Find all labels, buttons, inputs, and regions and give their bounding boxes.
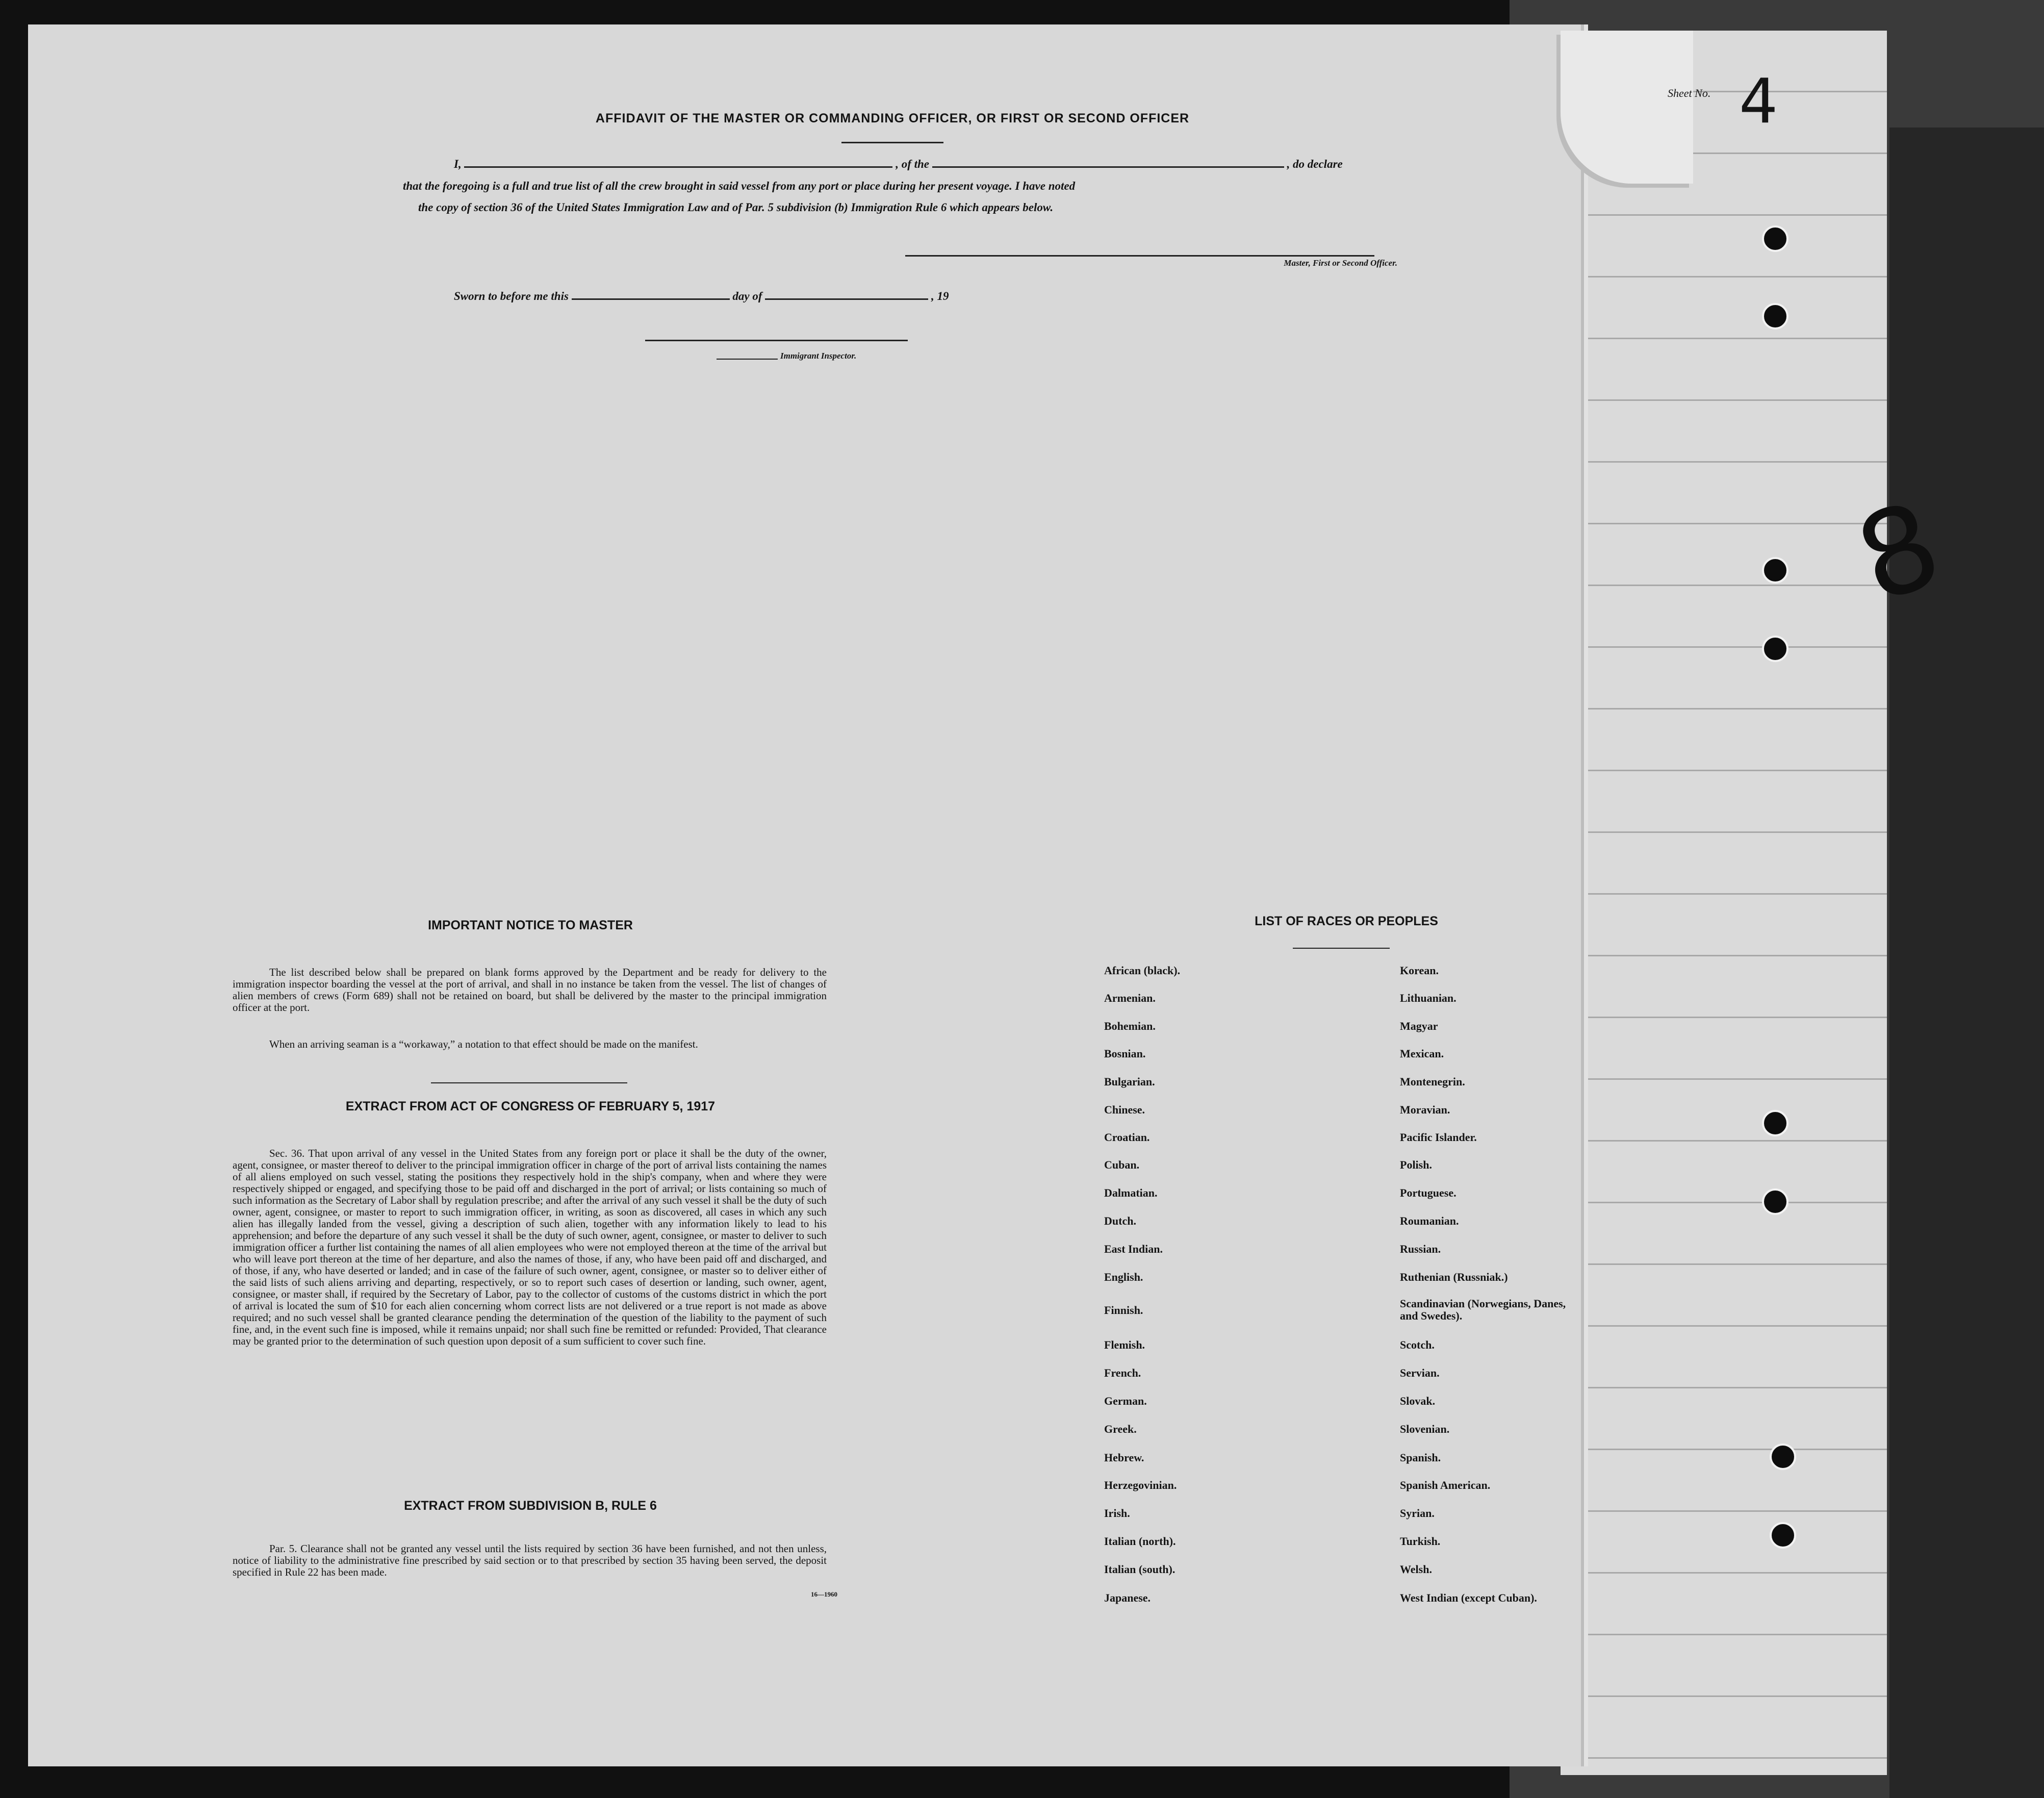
race-right-item: Spanish American. xyxy=(1400,1479,1491,1491)
race-left-item: Irish. xyxy=(1104,1507,1130,1520)
affidavit-title: AFFIDAVIT OF THE MASTER OR COMMANDING OFFICER, OR FIRST OR SECOND OFFICER xyxy=(595,111,1190,125)
race-left-item: African (black). xyxy=(1104,964,1181,977)
race-right-item: Roumanian. xyxy=(1400,1214,1459,1227)
race-right-item: West Indian (except Cuban). xyxy=(1400,1591,1537,1604)
race-right-item: Scotch. xyxy=(1400,1338,1435,1351)
punch-hole-icon xyxy=(1762,557,1789,584)
race-left-item: French. xyxy=(1104,1366,1141,1379)
race-left-item: Dalmatian. xyxy=(1104,1186,1158,1199)
race-right-item: Scandinavian (Norwegians, Danes, and Swedes). xyxy=(1400,1297,1566,1322)
notice-paragraph-2: When an arriving seaman is a “workaway,” a notation to that effect should be made on the manifest. xyxy=(269,1038,698,1050)
affidavit-line-3: the copy of section 36 of the United States Immigration Law and of Par. 5 subdivision (b) Immigration Rule 6 which appears below. xyxy=(418,201,1054,214)
race-left-item: East Indian. xyxy=(1104,1243,1163,1255)
race-left-item: Hebrew. xyxy=(1104,1451,1144,1464)
race-right-item: Spanish. xyxy=(1400,1451,1441,1464)
extract-act-text: Sec. 36. That upon arrival of any vessel in the United States from any foreign port or place it shall be the duty of the owner, agent, consignee, or master thereof to deliver to the principal immigration officer in charge of the port of arrival lists containing the names of all aliens employed on such vessel, stating the positions they respectively hold in the ship's company, when and where they were respectively shipped or engaged, and specifying those to be paid off and discharged in the port of arrival; or lists containing so much of such information as the Secretary of Labor shall by regulation prescribe; and after the arrival of any such vessel it shall be the duty of such owner, agent, consignee, or master to report to such immigration officer, in writing, as soon as discovered, all cases in which any such alien has illegally landed from the vessel, giving a description of such alien, together with any information likely to lead to his apprehension; and before the departure of any such vessel it shall be the duty of such owner, agent, consignee, or master to deliver to such immigration officer a further list containing the names of all alien employees who were not employed thereon at the time of the arrival but who will leave port thereon at the time of her departure, and also the names of those, if any, who have been paid off and discharged, and of those, if any, who have deserted or landed; and in case of the failure of such owner, agent, consignee, or master so to deliver either of the said lists of such aliens arriving and departing, respectively, or so to report such cases of desertion or landing, such owner, agent, consignee, or master shall, if required by the Secretary of Labor, pay to the collector of customs of the customs district in which the port of arrival is located the sum of $10 for each alien concerning whom correct lists are not delivered or a true report is not made as above required; and no such vessel shall be granted clearance pending the determination of the question of the liability to the payment of such fine, and, in the event such fine is imposed, while it remains unpaid; nor shall such fine be remitted or refunded: Provided, That clearance may be granted prior to the determination of such question upon deposit of a sum sufficient to cover such fine. xyxy=(233,1147,827,1347)
inspector-caption: Immigrant Inspector. xyxy=(780,351,857,361)
race-right-item: Lithuanian. xyxy=(1400,992,1457,1004)
vessel-blank[interactable] xyxy=(932,157,1284,168)
race-right-item: Korean. xyxy=(1400,964,1439,977)
race-left-item: Bosnian. xyxy=(1104,1047,1146,1060)
race-left-item: Bohemian. xyxy=(1104,1020,1156,1032)
torn-corner xyxy=(1561,31,1693,184)
punch-hole-icon xyxy=(1762,1188,1789,1215)
races-rule xyxy=(1293,948,1390,949)
notice-title: IMPORTANT NOTICE TO MASTER xyxy=(428,918,633,932)
punch-hole-icon xyxy=(1762,636,1789,662)
race-right-item: Syrian. xyxy=(1400,1507,1435,1520)
punch-hole-icon xyxy=(1770,1522,1796,1549)
race-right-item: Russian. xyxy=(1400,1243,1441,1255)
race-left-item: Chinese. xyxy=(1104,1103,1145,1116)
inspector-caption-dash xyxy=(717,359,778,360)
race-left-item: German. xyxy=(1104,1395,1147,1407)
race-right-item: Mexican. xyxy=(1400,1047,1444,1060)
notice-rule xyxy=(431,1082,627,1083)
affidavit-declare: , do declare xyxy=(1287,158,1343,170)
sworn-line xyxy=(454,289,1117,303)
race-left-item: Dutch. xyxy=(1104,1214,1136,1227)
master-signature-line xyxy=(905,255,1374,257)
race-right-item: Servian. xyxy=(1400,1366,1440,1379)
inspector-signature-line xyxy=(645,340,908,341)
sworn-month-blank[interactable] xyxy=(765,289,928,300)
race-right-item: Slovak. xyxy=(1400,1395,1436,1407)
affidavit-of-the: , of the xyxy=(896,158,930,170)
sheet-number-handwritten: 4 xyxy=(1739,66,1778,137)
race-right-item: Pacific Islander. xyxy=(1400,1131,1477,1144)
race-left-item: Finnish. xyxy=(1104,1304,1143,1316)
race-right-item: Moravian. xyxy=(1400,1103,1450,1116)
race-right-item: Slovenian. xyxy=(1400,1423,1450,1435)
punch-hole-icon xyxy=(1762,303,1789,330)
notice-paragraph-1: The list described below shall be prepared on blank forms approved by the Department and be ready for delivery to the immigration inspector boarding the vessel at the port of arrival, and shall in no instance be taken from the vessel. The list of changes of alien members of crews (Form 689) shall not be retained on board, but shall be delivered by the master to the principal immigration officer at the port. xyxy=(233,966,827,1014)
race-left-item: Italian (south). xyxy=(1104,1563,1176,1576)
sworn-day-label: day of xyxy=(732,290,762,302)
form-number: 16—1960 xyxy=(811,1590,837,1598)
sheet-label: Sheet No. xyxy=(1668,87,1711,99)
race-left-item: Greek. xyxy=(1104,1423,1137,1435)
dark-edge-band xyxy=(1889,128,2044,1798)
extract-act-title: EXTRACT FROM ACT OF CONGRESS OF FEBRUARY 5, 1917 xyxy=(345,1099,716,1113)
race-right-item: Polish. xyxy=(1400,1158,1432,1171)
punch-hole-icon xyxy=(1762,1110,1789,1136)
race-right-item: Magyar xyxy=(1400,1020,1438,1032)
master-signature-caption: Master, First or Second Officer. xyxy=(1284,258,1397,268)
race-right-item: Portuguese. xyxy=(1400,1186,1457,1199)
affidavit-i: I, xyxy=(454,158,462,170)
affidavit-line-2: that the foregoing is a full and true list of all the crew brought in said vessel from any port or place during her present voyage. I have noted xyxy=(403,180,1076,192)
manifest-page xyxy=(28,24,1581,1766)
race-left-item: Herzegovinian. xyxy=(1104,1479,1177,1491)
punch-hole-icon xyxy=(1762,225,1789,252)
extract-rule-text: Par. 5. Clearance shall not be granted any vessel until the lists required by section 36 have been furnished, and not then unless, notice of liability to the administrative fine prescribed by said section or to that prescribed by section 35 having been served, the deposit specified in Rule 22 has been made. xyxy=(233,1542,827,1578)
race-right-item: Welsh. xyxy=(1400,1563,1432,1576)
race-left-item: Bulgarian. xyxy=(1104,1075,1155,1088)
punch-hole-icon xyxy=(1770,1444,1796,1470)
affidavit-line-1 xyxy=(403,157,1397,171)
race-left-item: Cuban. xyxy=(1104,1158,1140,1171)
sworn-year: , 19 xyxy=(931,290,949,302)
race-right-item: Montenegrin. xyxy=(1400,1075,1465,1088)
race-left-item: Croatian. xyxy=(1104,1131,1150,1144)
name-blank[interactable] xyxy=(464,157,892,168)
margin-handwritten-mark: 8 xyxy=(1840,476,1957,629)
race-left-item: Flemish. xyxy=(1104,1338,1145,1351)
race-right-item: Turkish. xyxy=(1400,1535,1441,1548)
underlying-ledger-page xyxy=(1561,31,1887,1775)
title-rule xyxy=(841,142,943,143)
races-title: LIST OF RACES OR PEOPLES xyxy=(1255,914,1438,928)
extract-rule-title: EXTRACT FROM SUBDIVISION B, RULE 6 xyxy=(404,1499,657,1513)
race-right-item: Ruthenian (Russniak.) xyxy=(1400,1271,1508,1283)
sworn-prefix: Sworn to before me this xyxy=(454,290,569,302)
race-left-item: Armenian. xyxy=(1104,992,1156,1004)
race-left-item: Japanese. xyxy=(1104,1591,1151,1604)
race-left-item: Italian (north). xyxy=(1104,1535,1176,1548)
race-left-item: English. xyxy=(1104,1271,1143,1283)
sworn-day-blank[interactable] xyxy=(572,289,730,300)
